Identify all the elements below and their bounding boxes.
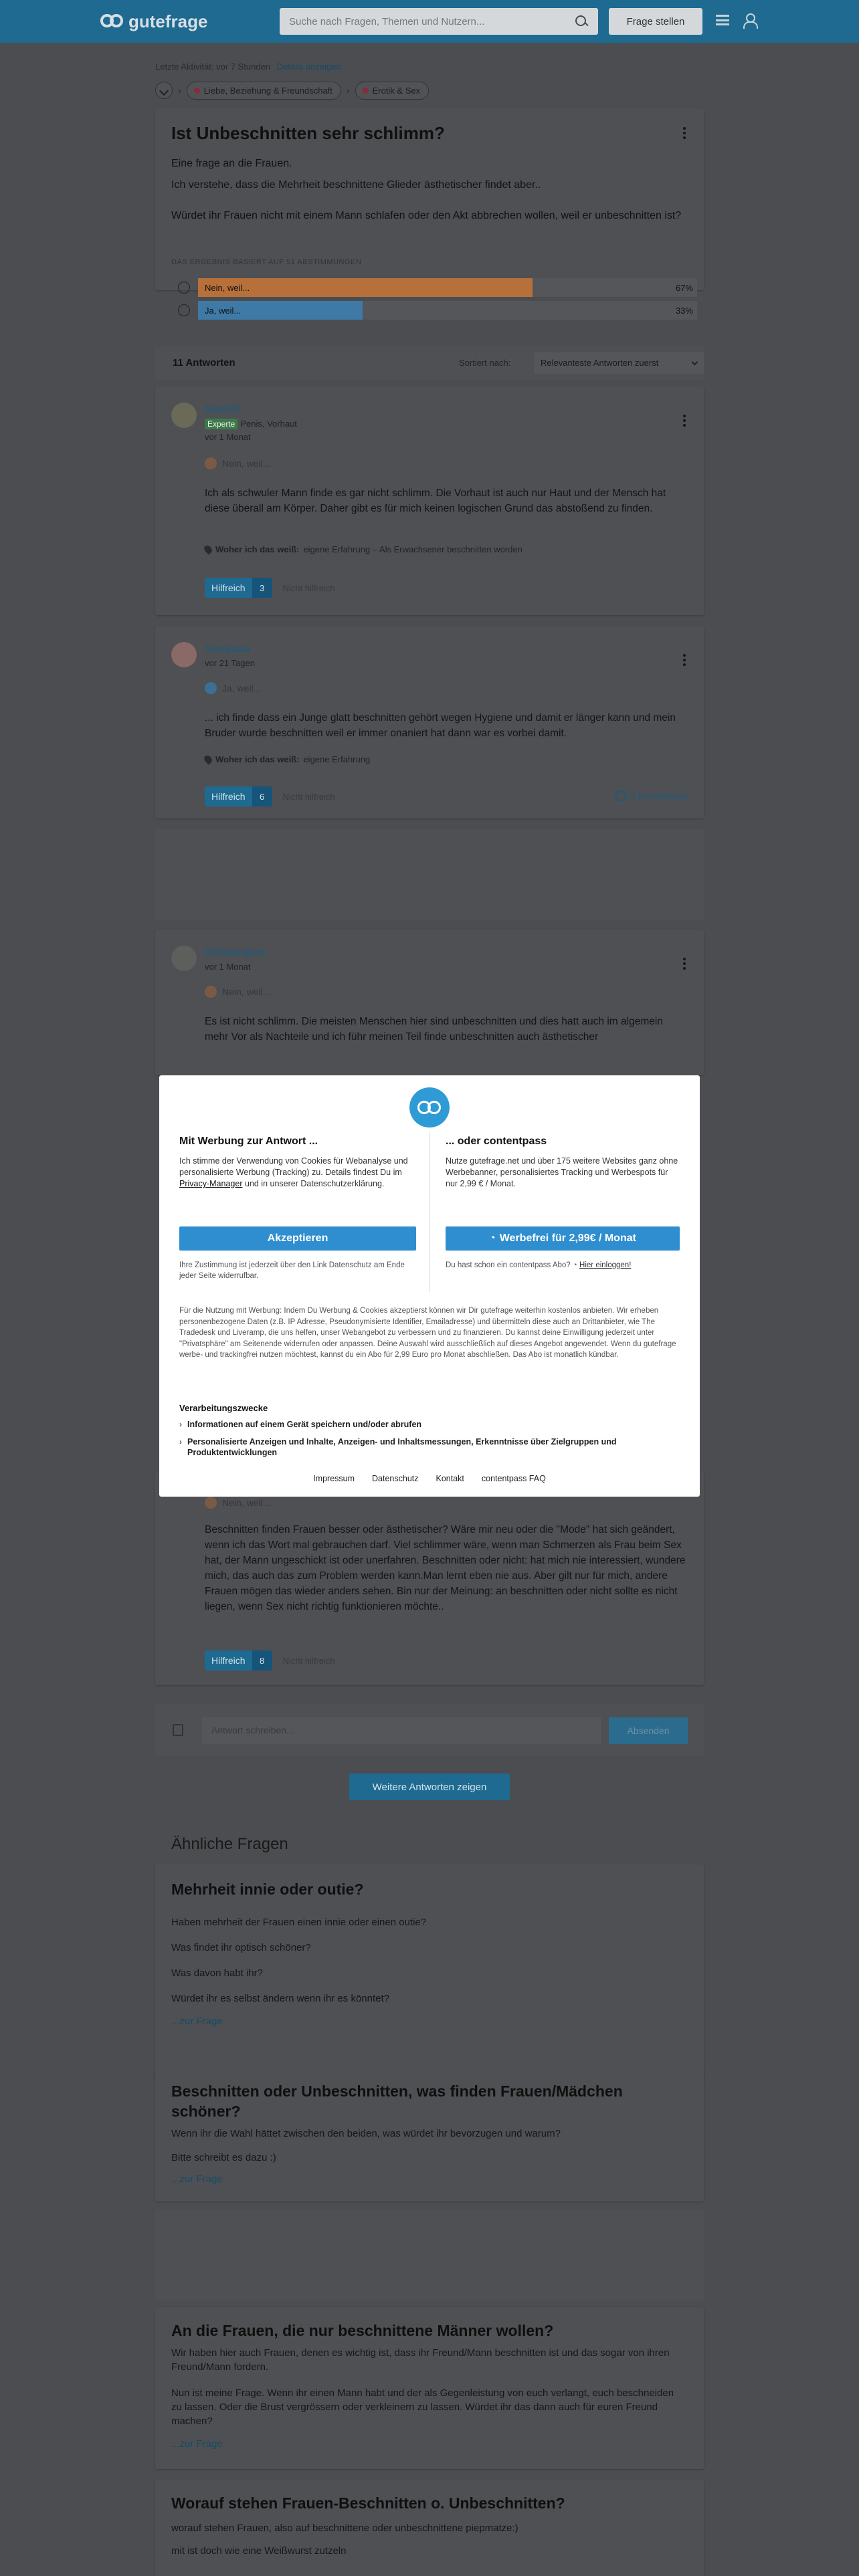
to-question-link[interactable]: ...zur Frage [171,2173,223,2185]
loading-spinner-icon: ◔ [489,1232,496,1244]
purpose-label: Personalisierte Anzeigen und Inhalte, Anzeigen- und Inhaltsmessungen, Erkenntnisse über Zielgruppen und Produktentwicklungen [187,1437,617,1457]
chevron-down-icon [692,359,698,366]
answer-body: Ich als schwuler Mann finde es gar nicht schlimm. Die Vorhaut ist auch nur Haut und der Mensch hat diese überall am Körper. Daher gibt es für mich keinen logischen Grund das abstoßend zu finden. [205,488,666,514]
poll-option-no[interactable] [178,278,697,296]
answer-card [155,930,704,1075]
vote-label: Ja, weil... [222,683,262,693]
answer-username[interactable]: Gentlef [205,404,240,415]
consent-footer-links [159,1474,700,1483]
similar-questions-heading: Ähnliche Fragen [171,1835,288,1853]
privacy-manager-link[interactable]: Privacy-Manager [179,1179,243,1188]
helpful-count: 6 [252,786,272,807]
last-activity-text: Letzte Aktivität: vor 7 Stunden [155,62,270,72]
poll-choice-icon [205,682,217,694]
similar-question-text: Nun ist meine Frage. Wenn ihr einen Mann habt und der als Gegenleistung von euch verlangt, euch beschneiden zu lassen. Oder die Brust vergrössern oder verkleinern zu lassen. Würdet ihr das dann auch für euren Freund machen? [171,2387,674,2427]
similar-question-card[interactable] [155,2307,704,2469]
purpose-item[interactable] [179,1436,680,1458]
login-link[interactable]: Hier einloggen! [579,1261,632,1269]
search-icon[interactable] [574,14,589,29]
avatar[interactable] [171,403,197,428]
hamburger-menu-icon[interactable] [716,15,729,25]
helpful-controls [205,578,335,598]
subscribe-label: Werbefrei für 2,99€ / Monat [499,1232,636,1244]
topic-dot-icon [363,88,369,94]
answers-header [155,346,704,380]
purpose-label: Informationen auf einem Gerät speichern und/oder abrufen [187,1420,422,1429]
to-question-link[interactable]: ...zur Frage [171,2016,223,2027]
source-value: eigene Erfahrung – Als Erwachsener beschnitten worden [303,544,522,554]
similar-question-text: Wir haben hier auch Frauen, denen es wichtig ist, dass ihr Freund/Mann beschnitten ist und das sogar von ihren Freund/Mann fordern. [171,2347,670,2373]
poll-option-yes[interactable] [178,301,697,320]
helpful-button[interactable]: Hilfreich [205,578,252,598]
avatar[interactable] [171,642,197,667]
similar-question-text: worauf stehen Frauen, also auf beschnittene oder unbeschnittene piepmatze:) [171,2523,518,2534]
consent-dialog [159,1075,700,1497]
contentpass-logo-icon [409,1087,450,1128]
document-icon [173,1724,183,1736]
subscribe-button[interactable] [446,1226,680,1251]
poll-option-percent: 67% [675,283,693,293]
ask-question-button[interactable]: Frage stellen [609,8,702,35]
more-options-icon[interactable] [682,653,686,669]
answer-time: vor 21 Tagen [205,658,255,668]
consent-left-title: Mit Werbung zur Antwort ... [179,1136,318,1147]
login-prompt: Du hast schon ein contentpass Abo? [446,1261,571,1269]
breadcrumb [155,80,429,100]
chevron-right-icon: › [346,85,350,96]
answer-body: ... ich finde dass ein Junge glatt beschnitten gehört wegen Hygiene und damit er länger kann und mein Bruder wurde beschnitten weil er immer onaniert hat dann war es vorbei damit. [205,712,676,739]
helpful-controls [205,786,335,807]
imprint-link[interactable]: Impressum [313,1474,355,1483]
consent-right-text: Nutze gutefrage.net und über 175 weitere Websites ganz ohne Werbebanner, personalisiertes Tracking und Werbespots für nur 2,99 € / Monat. [446,1156,678,1188]
question-text: Eine frage an die Frauen. [171,158,292,169]
purposes-title: Verarbeitungszwecke [179,1403,268,1413]
sort-select[interactable] [534,352,704,374]
not-helpful-button[interactable]: Nicht hilfreich [282,791,335,802]
search-placeholder: Suche nach Fragen, Themen und Nutzern... [289,15,485,27]
answer-body: Beschnitten finden Frauen besser oder ästhetischer? Wäre mir neu oder die "Mode" hat sich geändert, wenn ich das Wort mal gebrauchen darf. Viel schlimmer wäre, wenn man Schmerzen als Frau beim Sex hat, der Mann ungeschickt ist oder unerfahren. Beschnitten oder nicht: hat mich nie interessiert, wundere mich, das auch das zum Problem werden kann.Man lernt eben nie aus. Aber gilt nur für mich, andere Frauen mögen das wieder anders sehen. Bin nur der Meinung: an beschnitten oder nicht sollte es nicht liegen, wenn Sex nicht richtig funktionieren möchte.. [205,1524,686,1612]
helpful-controls [205,1650,335,1671]
chip-label: Erotik & Sex [372,85,421,96]
home-icon[interactable] [155,82,173,99]
helpful-button[interactable]: Hilfreich [205,786,252,807]
logo-text: gutefrage [128,11,208,31]
similar-question-card[interactable] [155,2068,704,2202]
not-helpful-button[interactable]: Nicht hilfreich [282,582,335,593]
helpful-button[interactable]: Hilfreich [205,1650,252,1671]
poll-choice-icon [205,1497,217,1509]
not-helpful-button[interactable]: Nicht hilfreich [282,1655,335,1666]
top-navigation-bar [0,0,859,43]
answer-username[interactable]: Samyaaa [205,643,250,655]
similar-question-title[interactable]: Beschnitten oder Unbeschnitten, was finden Frauen/Mädchen schöner? [171,2082,623,2120]
answer-username[interactable]: Reinkanation [205,947,268,958]
submit-answer-button[interactable]: Absenden [609,1717,688,1744]
answer-source [205,754,370,764]
more-answers-button[interactable]: Weitere Antworten zeigen [349,1774,510,1800]
chip-label: Liebe, Beziehung & Freundschaft [203,85,332,96]
user-account-icon[interactable] [743,13,756,28]
purpose-item[interactable] [179,1419,680,1430]
consent-text: und in unserer Datenschutzerklärung. [242,1179,385,1188]
source-pin-icon [203,544,213,554]
ad-placeholder [155,829,704,920]
answer-time: vor 1 Monat [205,962,251,972]
gutefrage-logo-icon [100,11,124,31]
consent-left-text [179,1156,416,1190]
similar-question-title[interactable]: Mehrheit innie oder outie? [171,1881,364,1898]
more-options-icon[interactable] [682,413,686,429]
ad-placeholder [155,2210,704,2300]
similar-question-card[interactable] [155,2480,704,2576]
source-value: eigene Erfahrung [303,754,371,764]
contentpass-faq-link[interactable]: contentpass FAQ [481,1474,546,1483]
similar-question-text: Wenn ihr die Wahl hättet zwischen den beiden, was würdet ihr bevorzugen und warum? [171,2128,561,2139]
expert-topics: Penis, Vorhaut [240,419,297,429]
more-options-icon[interactable] [682,956,686,972]
breadcrumb-chip-love[interactable] [187,82,341,100]
answer-card [155,387,704,615]
avatar[interactable] [171,946,197,971]
more-options-icon[interactable] [682,126,686,142]
search-input[interactable] [280,8,598,35]
similar-question-title[interactable]: An die Frauen, die nur beschnittene Männer wollen? [171,2322,554,2339]
vote-label: Nein, weil... [222,986,271,997]
answer-card [155,626,704,819]
answers-count: 11 Antworten [173,357,235,368]
site-logo[interactable] [100,11,207,32]
consent-left-note: Ihre Zustimmung ist jederzeit über den Link Datenschutz am Ende jeder Seite widerrufbar. [179,1261,405,1280]
details-link[interactable]: Details anzeigen [276,62,341,72]
question-text: Ich verstehe, dass die Mehrheit beschnittene Glieder ästhetischer findet aber.. [171,179,541,191]
to-question-link[interactable]: ...zur Frage [171,2438,223,2450]
question-text: Würdet ihr Frauen nicht mit einem Mann schlafen oder den Akt abbrechen wollen, weil er unbeschnitten ist? [171,210,682,221]
vote-choice [205,986,270,998]
poll-choice-icon [205,986,217,998]
vote-choice [205,457,270,469]
topic-dot-icon [194,88,200,94]
answer-source [205,544,522,554]
similar-question-card[interactable] [155,1864,704,2084]
radio-button[interactable] [178,304,190,316]
similar-question-text: Was findet ihr optisch schöner? [171,1942,311,1953]
helpful-count: 3 [252,578,272,598]
similar-question-text: Was davon habt ihr? [171,1967,264,1979]
poll-option-label: Ja, weil... [205,306,242,316]
vote-label: Nein, weil... [222,458,271,469]
consent-right-title: ... oder contentpass [446,1136,547,1147]
similar-question-text: mit ist doch wie eine Weißwurst zutzeln [171,2545,347,2557]
last-activity [155,62,341,72]
similar-question-title[interactable]: Worauf stehen Frauen-Beschnitten o. Unbeschnitten? [171,2494,565,2512]
consent-text: Ich stimme der Verwendung von Cookies für Webanalyse und personalisierte Werbung (Tracking) zu. Details findest Du im [179,1156,408,1177]
chevron-right-icon: › [179,1437,182,1446]
sort-value: Relevanteste Antworten zuerst [541,358,659,368]
source-pin-icon [203,754,213,764]
consent-right-note [446,1260,680,1271]
comments-count: 5 Kommentare [630,790,688,801]
source-label: Woher ich das weiß: [215,754,300,764]
answer-input[interactable]: Antwort schreiben... [202,1717,601,1744]
helpful-count: 8 [252,1650,272,1671]
radio-button[interactable] [178,282,190,294]
poll-option-label: Nein, weil... [205,283,250,293]
vote-choice [205,682,261,694]
poll-summary: DAS ERGEBNIS BASIERT AUF 51 ABSTIMMUNGEN [171,258,362,266]
answer-compose [155,1704,704,1756]
login-spinner-icon: ◔ [572,1261,577,1269]
similar-question-text: Haben mehrheit der Frauen einen innie oder einen outie? [171,1917,427,1928]
consent-legal-text: Für die Nutzung mit Werbung: Indem Du Werbung & Cookies akzeptierst können wir Dir gutefrage weiterhin kostenlos anbieten. Wir erheben personenbezogene Daten (z.B. IP Adresse, Pseudonymisierte Identifier, Emailadresse) und übermitteln diese auch an Drittanbieter, wie The Tradedesk und Liveramp, die uns helfen, unser Webangebot zu verbessern und zu finanzieren. Du kannst deine Einwilligung jederzeit unter "Privatsphäre" am Seitenende widerrufen oder anpassen. Deine Auswahl wird ausschließlich auf dieses Angebot angewendet. Wenn du gutefrage werbe- und trackingfrei nutzen möchtest, kannst du ein Abo für 2,99 Euro pro Monat abschließen. Das Abo ist monatlich kündbar. [179,1307,676,1359]
user-expertise [205,419,297,429]
contact-link[interactable]: Kontakt [436,1474,464,1483]
chevron-right-icon: › [178,85,181,96]
source-label: Woher ich das weiß: [215,544,300,554]
expert-badge: Experte [205,419,237,429]
chevron-right-icon: › [179,1420,182,1429]
similar-question-text: Bitte schreibt es dazu :) [171,2152,276,2163]
comment-bubble-icon [615,790,627,801]
privacy-link[interactable]: Datenschutz [372,1474,419,1483]
question-card [155,108,704,293]
question-title: Ist Unbeschnitten sehr schlimm? [171,123,445,143]
accept-button[interactable]: Akzeptieren [179,1226,416,1251]
breadcrumb-chip-erotik[interactable] [355,82,430,100]
answer-body: Es ist nicht schlimm. Die meisten Menschen hier sind unbeschnitten und dies hatt auch im algemein mehr Vor als Nachteile und ich führ meinen Teil finde unbeschnitten auch ästhetischer [205,1016,663,1043]
vote-choice [205,1497,270,1509]
answer-card [155,1471,704,1685]
poll-option-percent: 33% [675,306,693,316]
poll-choice-icon [205,457,217,469]
answer-time: vor 1 Monat [205,432,251,442]
comments-link[interactable] [615,790,688,801]
similar-question-text: Würdet ihr es selbst ändern wenn ihr es könntet? [171,1993,390,2004]
sort-label: Sortiert nach: [459,358,511,368]
vote-label: Nein, weil... [222,1497,271,1508]
